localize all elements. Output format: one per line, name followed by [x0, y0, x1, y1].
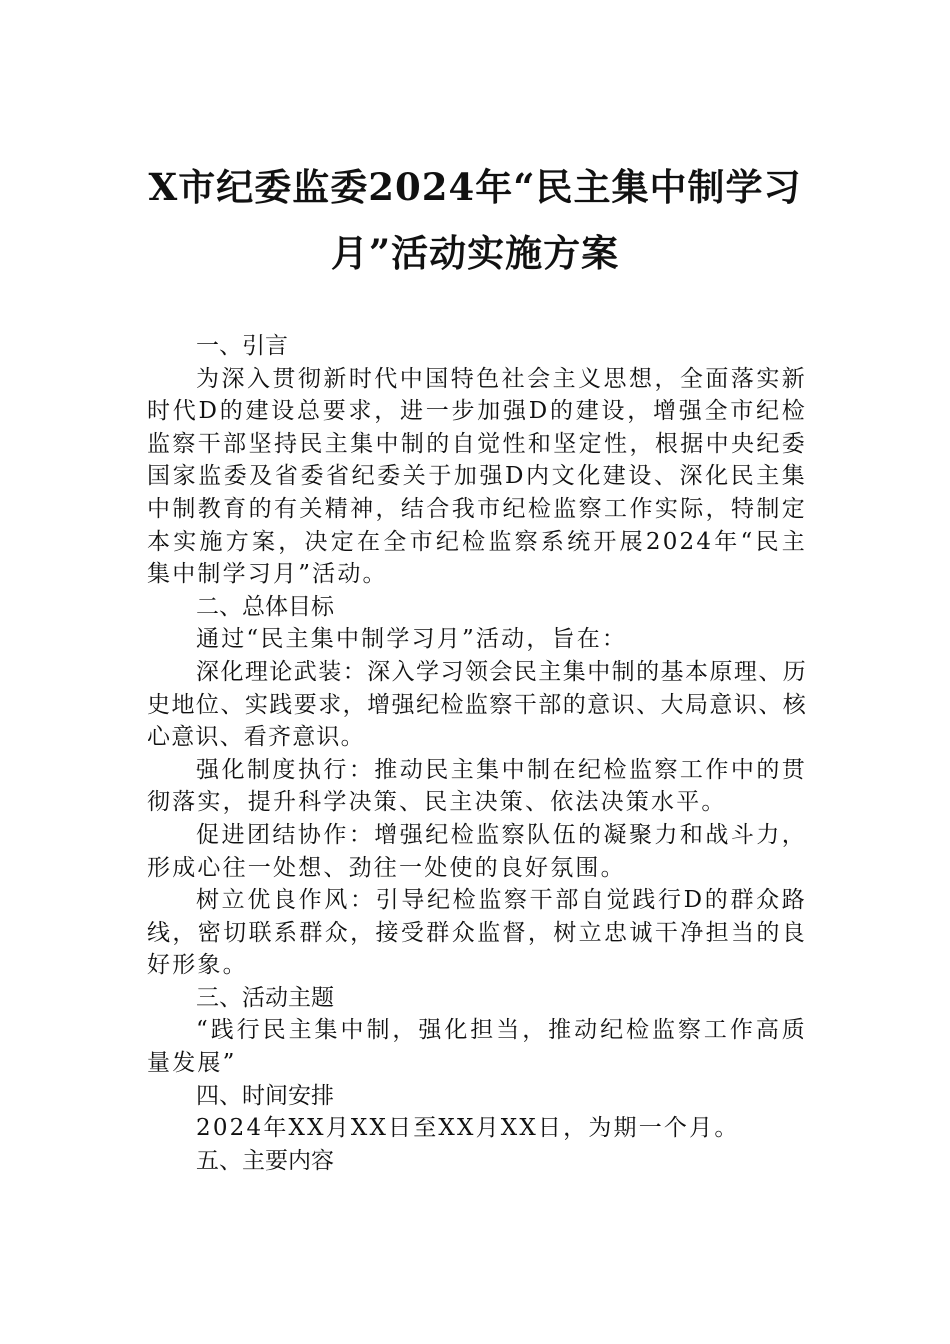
paragraph-goal-unity: 促进团结协作：增强纪检监察队伍的凝聚力和战斗力，形成心往一处想、劲往一处使的良好氛围。 — [147, 821, 807, 881]
paragraph-schedule: 2024年XX月XX日至XX月XX日，为期一个月。 — [196, 1115, 740, 1142]
section-heading-theme: 三、活动主题 — [196, 984, 334, 1011]
paragraph-goals-intro: 通过“民主集中制学习月”活动，旨在： — [196, 626, 628, 653]
section-heading-introduction: 一、引言 — [196, 333, 288, 359]
section-heading-overall-goals: 二、总体目标 — [196, 593, 334, 620]
document-title-line-2: 月”活动实施方案 — [330, 231, 620, 275]
paragraph-introduction: 为深入贯彻新时代中国特色社会主义思想，全面落实新时代D的建设总要求，进一步加强D的建设，增强全市纪检监察干部坚持民主集中制的自觉性和坚定性，根据中央纪委国家监委及省委省纪委关于加强D内文化建设、深化民主集中制教育的有关精神，结合我市纪检监察工作实际，特制定本实施方案，决定在全市纪检监察系统开展2024年“民主集中制学习月”活动。 — [147, 365, 807, 588]
paragraph-theme: “践行民主集中制，强化担当，推动纪检监察工作高质量发展” — [147, 1017, 807, 1077]
document-body — [147, 330, 807, 1177]
document-title-line-1: X市纪委监委2024年“民主集中制学习 — [148, 165, 802, 209]
section-heading-main-content: 五、主要内容 — [196, 1147, 334, 1174]
section-heading-schedule: 四、时间安排 — [196, 1082, 334, 1109]
paragraph-goal-system: 强化制度执行：推动民主集中制在纪检监察工作中的贯彻落实，提升科学决策、民主决策、依法决策水平。 — [147, 756, 807, 816]
paragraph-goal-style: 树立优良作风：引导纪检监察干部自觉践行D的群众路线，密切联系群众，接受群众监督，树立忠诚干净担当的良好形象。 — [147, 887, 807, 979]
paragraph-goal-theory: 深化理论武装：深入学习领会民主集中制的基本原理、历史地位、实践要求，增强纪检监察干部的意识、大局意识、核心意识、看齐意识。 — [147, 658, 807, 751]
